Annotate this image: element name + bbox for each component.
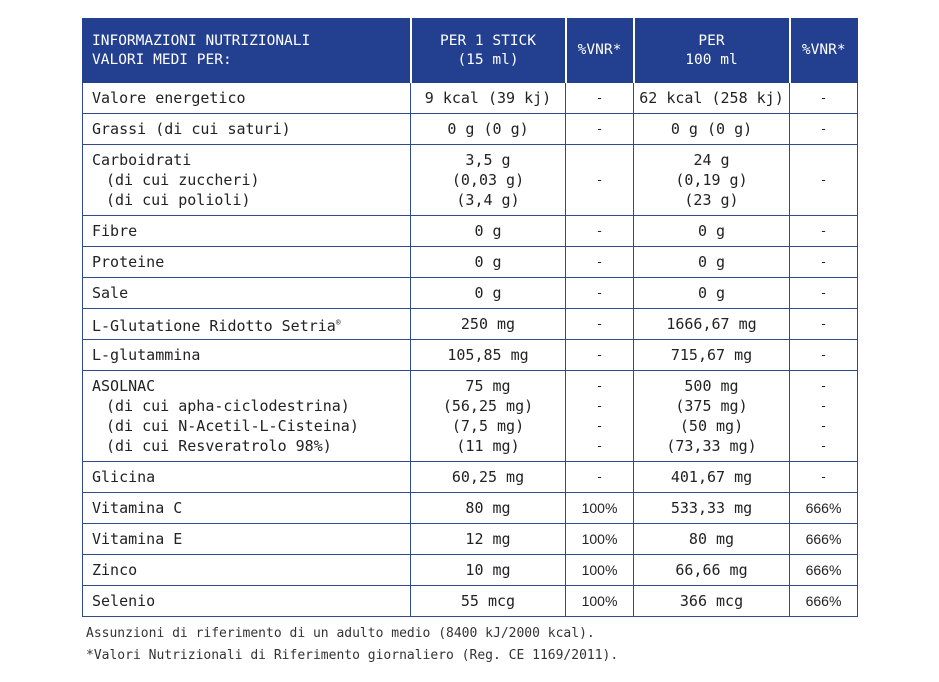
value-per-stick-sub: (56,25 mg) [442, 397, 534, 415]
table-row-protein [83, 247, 858, 278]
table-row-vitamin-c [83, 493, 858, 524]
vnr-per-100ml: - [790, 145, 858, 216]
nutrient-name: Sale [83, 278, 411, 309]
vnr-per-100ml-sub: - [821, 438, 826, 453]
table-row-fat [83, 114, 858, 145]
vnr-per-100ml: 666% [790, 493, 858, 524]
nutrient-name: L-Glutatione Ridotto Setria [92, 316, 336, 335]
header-per-100ml-line1: PER [698, 32, 725, 49]
value-per-stick: 105,85 mg [411, 340, 566, 371]
header-nutrition-info [83, 19, 411, 83]
vnr-per-100ml-cell [790, 371, 858, 462]
value-per-stick-sub: (7,5 mg) [451, 417, 525, 435]
vnr-per-stick: 100% [566, 586, 634, 617]
value-per-stick: 12 mg [411, 524, 566, 555]
nutrient-name: Vitamina C [83, 493, 411, 524]
vnr-per-stick-cell [566, 371, 634, 462]
value-per-stick: 10 mg [411, 555, 566, 586]
value-per-stick-sub: (3,4 g) [456, 191, 520, 209]
vnr-per-stick: - [566, 309, 634, 340]
value-per-100ml-cell [634, 371, 790, 462]
nutrient-sub-name: (di cui polioli) [106, 191, 251, 209]
header-title-line2: VALORI MEDI PER: [92, 51, 232, 68]
value-per-stick-sub: (11 mg) [456, 437, 520, 455]
value-per-100ml-sub: (23 g) [684, 191, 739, 209]
table-row-salt [83, 278, 858, 309]
nutrient-name: Fibre [83, 216, 411, 247]
vnr-per-stick: 100% [566, 555, 634, 586]
value-per-stick: 0 g [411, 247, 566, 278]
nutrient-sub-name: (di cui zuccheri) [106, 171, 260, 189]
vnr-per-stick: - [566, 83, 634, 114]
value-per-100ml-sub: (0,19 g) [675, 171, 748, 189]
value-per-100ml: 66,66 mg [634, 555, 790, 586]
table-row-vitamin-e [83, 524, 858, 555]
vnr-per-100ml: - [790, 278, 858, 309]
value-per-stick: 60,25 mg [411, 462, 566, 493]
table-row-carbs [83, 145, 858, 216]
value-per-100ml: 715,67 mg [634, 340, 790, 371]
vnr-per-stick: 100% [566, 524, 634, 555]
value-per-100ml: 0 g [634, 247, 790, 278]
nutrient-name: L-glutammina [83, 340, 411, 371]
table-row-fibre [83, 216, 858, 247]
nutrient-name: Proteine [83, 247, 411, 278]
value-per-stick: 3,5 g [465, 151, 511, 169]
value-per-100ml: 533,33 mg [634, 493, 790, 524]
value-per-100ml: 401,67 mg [634, 462, 790, 493]
vnr-per-stick: - [566, 340, 634, 371]
nutrition-table [82, 18, 858, 617]
value-per-100ml: 0 g (0 g) [634, 114, 790, 145]
header-vnr-100ml: %VNR* [790, 19, 858, 83]
vnr-per-100ml: - [821, 378, 826, 393]
vnr-per-100ml: - [790, 216, 858, 247]
value-per-100ml-cell [634, 145, 790, 216]
nutrient-sub-name: (di cui N-Acetil-L-Cisteina) [106, 417, 359, 435]
nutrient-name: Glicina [83, 462, 411, 493]
value-per-stick-cell [411, 371, 566, 462]
vnr-per-100ml-sub: - [821, 418, 826, 433]
vnr-per-stick-sub: - [597, 398, 602, 413]
vnr-per-100ml: - [790, 462, 858, 493]
value-per-100ml: 500 mg [684, 377, 739, 395]
value-per-stick: 250 mg [411, 309, 566, 340]
value-per-stick: 80 mg [411, 493, 566, 524]
header-per-stick [411, 19, 566, 83]
value-per-100ml-sub: (50 mg) [679, 417, 744, 435]
nutrient-name-cell [83, 145, 411, 216]
value-per-stick-sub: (0,03 g) [451, 171, 525, 189]
footnote-vnr: *Valori Nutrizionali di Riferimento giornaliero (Reg. CE 1169/2011). [86, 648, 619, 663]
table-header-row [83, 19, 858, 83]
header-title-line1: INFORMAZIONI NUTRIZIONALI [92, 32, 311, 49]
header-per-100ml [634, 19, 790, 83]
vnr-per-stick: - [597, 378, 602, 393]
value-per-stick: 0 g [411, 216, 566, 247]
value-per-100ml: 0 g [634, 216, 790, 247]
vnr-per-stick: - [566, 216, 634, 247]
table-row-glycine [83, 462, 858, 493]
vnr-per-stick: - [566, 247, 634, 278]
header-vnr-stick: %VNR* [566, 19, 634, 83]
vnr-per-stick: - [566, 145, 634, 216]
vnr-per-100ml: - [790, 114, 858, 145]
nutrient-name: ASOLNAC [92, 377, 156, 395]
nutrient-sub-name: (di cui apha-ciclodestrina) [106, 397, 350, 415]
value-per-stick-cell [411, 145, 566, 216]
vnr-per-100ml: - [790, 340, 858, 371]
vnr-per-100ml-sub: - [821, 398, 826, 413]
nutrient-name: Grassi (di cui saturi) [83, 114, 411, 145]
nutrient-name: Carboidrati [92, 151, 192, 169]
table-row-energy [83, 83, 858, 114]
value-per-100ml-sub: (73,33 mg) [666, 437, 757, 455]
nutrient-name-cell [83, 309, 411, 340]
value-per-100ml: 24 g [693, 151, 730, 169]
value-per-100ml-sub: (375 mg) [675, 397, 748, 415]
value-per-stick: 75 mg [465, 377, 511, 395]
value-per-100ml: 0 g [634, 278, 790, 309]
vnr-per-stick: - [566, 114, 634, 145]
nutrient-name: Vitamina E [83, 524, 411, 555]
value-per-stick: 0 g [411, 278, 566, 309]
table-row-zinc [83, 555, 858, 586]
header-per-stick-line2: (15 ml) [457, 51, 519, 68]
vnr-per-100ml: 666% [790, 586, 858, 617]
nutrient-sub-name: (di cui Resveratrolo 98%) [106, 437, 332, 455]
vnr-per-stick: - [566, 462, 634, 493]
table-row-glutathione [83, 309, 858, 340]
vnr-per-100ml: - [790, 309, 858, 340]
value-per-stick: 0 g (0 g) [411, 114, 566, 145]
vnr-per-100ml: - [790, 247, 858, 278]
value-per-stick: 9 kcal (39 kj) [411, 83, 566, 114]
header-per-100ml-line2: 100 ml [685, 51, 738, 68]
header-per-stick-line1: PER 1 STICK [439, 32, 537, 49]
nutrient-name: Zinco [83, 555, 411, 586]
vnr-per-100ml: 666% [790, 555, 858, 586]
vnr-per-100ml: 666% [790, 524, 858, 555]
vnr-per-100ml: - [790, 83, 858, 114]
value-per-100ml: 366 mcg [634, 586, 790, 617]
value-per-100ml: 80 mg [634, 524, 790, 555]
nutrient-name-cell [83, 371, 411, 462]
nutrient-name: Valore energetico [83, 83, 411, 114]
vnr-per-stick-sub: - [597, 438, 602, 453]
table-row-selenium [83, 586, 858, 617]
table-row-asolnac [83, 371, 858, 462]
value-per-stick: 55 mcg [411, 586, 566, 617]
vnr-per-stick: - [566, 278, 634, 309]
vnr-per-stick-sub: - [597, 418, 602, 433]
registered-mark: ® [335, 317, 341, 327]
value-per-100ml: 62 kcal (258 kj) [634, 83, 790, 114]
vnr-per-stick: 100% [566, 493, 634, 524]
table-row-glutamine [83, 340, 858, 371]
footnote-reference-intake: Assunzioni di riferimento di un adulto medio (8400 kJ/2000 kcal). [86, 626, 595, 641]
value-per-100ml: 1666,67 mg [634, 309, 790, 340]
nutrient-name: Selenio [83, 586, 411, 617]
